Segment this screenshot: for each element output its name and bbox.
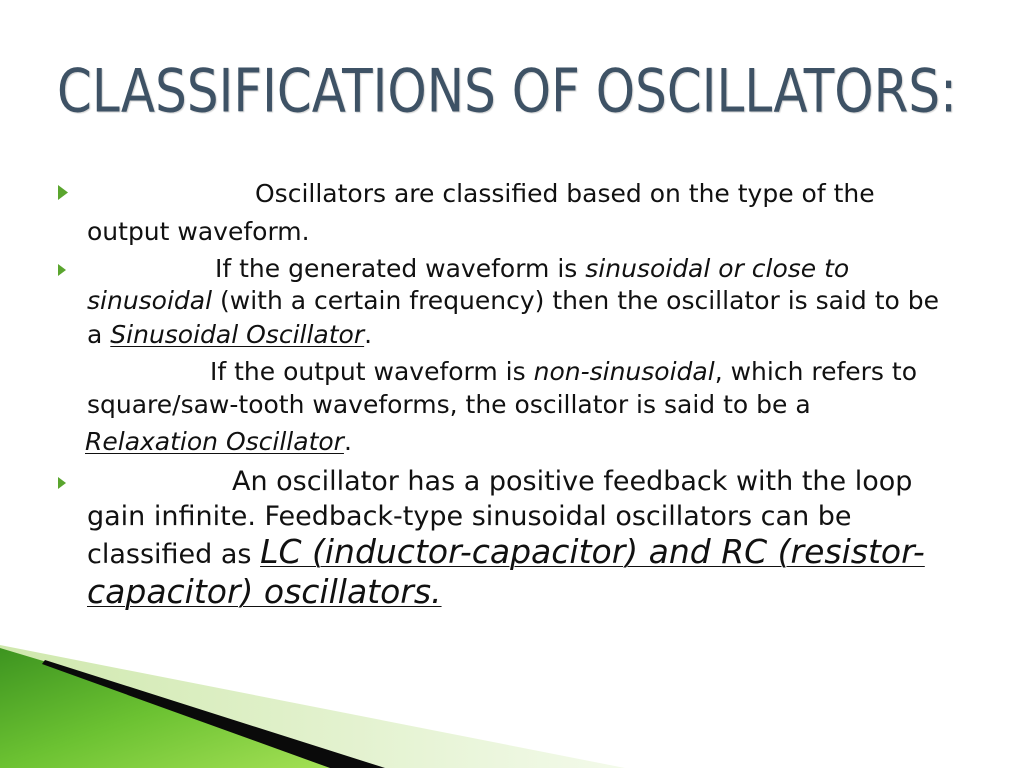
text-line <box>85 429 352 454</box>
text-segment: a <box>87 320 111 349</box>
text-segment: . <box>343 427 352 456</box>
text-segment: An oscillator has a positive feedback with the loop <box>232 466 913 497</box>
triangle-right-icon <box>58 185 68 200</box>
text-segment: , which refers to <box>714 357 917 386</box>
text-line <box>87 503 852 530</box>
emphasis-text: sinusoidal or close to <box>585 254 850 283</box>
term-lc-rc-oscillators: capacitor) oscillators. <box>87 572 442 611</box>
text-line <box>87 532 925 571</box>
text-segment: (with a certain frequency) then the oscillator is said to be <box>212 286 940 315</box>
text-line <box>87 392 811 417</box>
text-segment: If the generated waveform is <box>215 254 586 283</box>
text-line <box>210 359 917 384</box>
slide-title: CLASSIFICATIONS OF OSCILLATORS: <box>57 56 957 126</box>
text-line <box>87 219 310 244</box>
triangle-right-icon <box>58 264 66 276</box>
term-relaxation-oscillator: Relaxation Oscillator <box>85 427 344 456</box>
emphasis-text: non-sinusoidal <box>533 357 715 386</box>
text-line <box>255 181 875 206</box>
text-line <box>232 468 912 495</box>
text-line <box>87 288 939 313</box>
text-segment: . <box>364 320 373 349</box>
text-segment: square/saw-tooth waveforms, the oscillator is said to be a <box>87 390 811 419</box>
decor-swoosh <box>0 640 640 768</box>
text-segment: gain infinite. Feedback-type sinusoidal oscillators can be <box>87 501 852 532</box>
text-line <box>87 572 442 611</box>
text-segment: classified as <box>87 539 261 570</box>
term-lc-rc-oscillators: LC (inductor-capacitor) and RC (resistor- <box>260 532 925 571</box>
emphasis-text: sinusoidal <box>87 286 213 315</box>
text-segment: If the output waveform is <box>210 357 534 386</box>
text-segment: Oscillators are classified based on the type of the <box>255 179 875 208</box>
text-line <box>87 322 372 347</box>
text-segment: output waveform. <box>87 217 310 246</box>
text-line <box>215 256 849 281</box>
triangle-right-icon <box>58 477 66 489</box>
term-sinusoidal-oscillator: Sinusoidal Oscillator <box>110 320 365 349</box>
